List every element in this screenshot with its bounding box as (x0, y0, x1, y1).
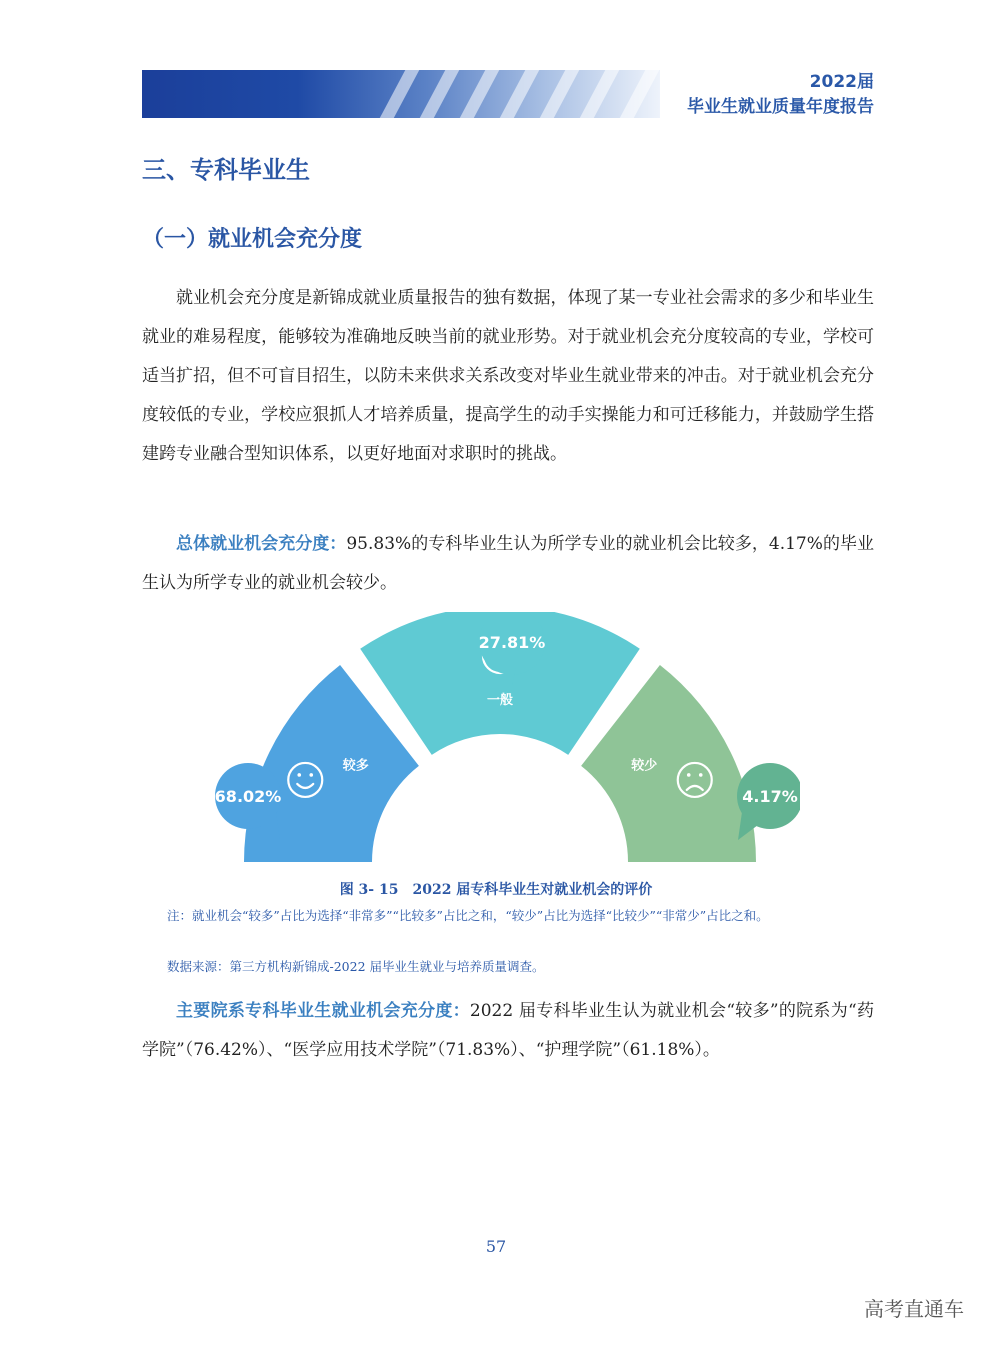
value-bubble-3 (737, 763, 800, 840)
value-bubble-1 (215, 763, 282, 840)
department-paragraph (142, 992, 874, 1070)
value-label-2: 27.81% (478, 633, 546, 652)
page-number: 57 (485, 1237, 507, 1256)
header-banner (142, 70, 660, 118)
value-label-1: 68.02% (214, 787, 282, 806)
intro-paragraph: 就业机会充分度是新锦成就业质量报告的独有数据，体现了某一专业社会需求的多少和毕业生就业的难易程度，能够较为准确地反映当前的就业形势。对于就业机会充分度较高的专业，学校可适当扩招，但不可盲目招生，以防未来供求关系改变对毕业生就业带来的冲击。对于就业机会充分度较低的专业，学校应狠抓人才培养质量，提高学生的动手实操能力和可迁移能力，并鼓励学生搭建跨专业融合型知识体系，以更好地面对求职时的挑战。 (142, 288, 874, 464)
header-title: 毕业生就业质量年度报告 (687, 97, 874, 117)
subsection-title: （一）就业机会充分度 (142, 227, 363, 252)
watermark: 高考直通车 (864, 1297, 964, 1321)
category-label-2: 一般 (486, 693, 514, 708)
overall-lead: 总体就业机会充分度： (176, 534, 347, 554)
figure-source: 数据来源：第三方机构新锦成-2022 届毕业生就业与培养质量调查。 (167, 959, 545, 974)
value-label-3: 4.17% (742, 787, 798, 806)
overall-text: 95.83%的专科毕业生认为所学专业的就业机会比较多，4.17%的毕业生认为所学专业的就业机会较少。 (142, 534, 875, 593)
opportunity-chart (200, 612, 800, 872)
category-label-3: 较少 (631, 758, 658, 774)
department-lead: 主要院系专科毕业生就业机会充分度： (176, 1001, 470, 1021)
figure-caption: 图 3- 15 2022 届专科毕业生对就业机会的评价 (339, 882, 653, 898)
figure-note: 注：就业机会“较多”占比为选择“非常多”“比较多”占比之和，“较少”占比为选择“比较少”“非常少”占比之和。 (167, 908, 769, 923)
category-label-1: 较多 (342, 758, 369, 774)
header-year: 2022届 (809, 72, 874, 92)
report-header (687, 70, 874, 120)
department-text: 2022 届专科毕业生认为就业机会“较多”的院系为“药学院”（76.42%）、“医学应用技术学院”（71.83%）、“护理学院”（61.18%）。 (142, 1001, 874, 1060)
section-title: 三、专科毕业生 (142, 156, 310, 184)
overall-paragraph (142, 525, 874, 603)
